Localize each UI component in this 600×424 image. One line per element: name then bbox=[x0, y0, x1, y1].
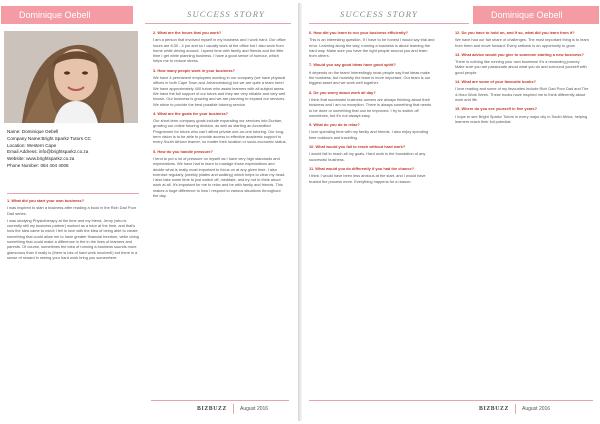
answer-13: There is nothing like running your own business! It's a rewarding journey. Make sure you are passionate about what you do and surround yourself with good people. bbox=[455, 59, 587, 75]
answer-1-para-1: I was inspired to start a business after reading a book in the Rich Dad Poor Dad series. bbox=[7, 205, 137, 216]
header-rule bbox=[145, 23, 291, 24]
answer-2: I am a person that involved myself in my business and I work hard. Our office hours are 8:30 - 4 pm and so I usually work at the office but I also work from home while driving around. I spend time with family and friends and the little time I get while planning business. I have a good sense of humour, which helps me to reduce stress. bbox=[153, 37, 286, 64]
question-6: 6. How did you learn to run your business efficiently? bbox=[309, 30, 409, 35]
name-banner: Dominique Oebell bbox=[473, 6, 599, 24]
question-3: 3. How many people work in your business? bbox=[153, 67, 235, 73]
profile-details bbox=[7, 129, 143, 170]
profile-location: Location: Western Cape bbox=[7, 142, 57, 148]
footer-date: August 2016 bbox=[521, 406, 551, 412]
page-gutter bbox=[298, 3, 302, 421]
profile-company: Company Name:Bright Sparkz Tutors CC bbox=[7, 135, 91, 141]
answer-3: We have 4 permanent employees working in our company (we have physical offices in both Cape Town and Johannesburg) but we are quite a team here! We have approximately 400 tutors who assist learners with all subject areas. We have the full support of our tutors and they are very reliable and very well known. Our business is growing and we are planning to expand our services. We strive to provide the best possible tutoring service. bbox=[153, 75, 286, 107]
question-7: 7. Would you say good ideas have good spirit? bbox=[309, 62, 396, 68]
right-column-1 bbox=[309, 30, 435, 186]
question-4: 4. What are the goals for your business? bbox=[153, 110, 229, 116]
section-header-title: SUCCESS STORY bbox=[340, 9, 418, 19]
footer-brand: BIZBUZZ bbox=[479, 406, 509, 412]
footer-brand: BIZBUZZ bbox=[197, 406, 227, 412]
answer-6: This is an interesting question. If I have to be honest I would say trial and error. Learning along the way, running a business is about learning the hard way. Make sure you have the right people around you and learn from others. bbox=[309, 37, 435, 59]
profile-website: Website: www.brightsparkz.co.za bbox=[7, 156, 75, 162]
profile-email: Email Address: info@brightsparkz.co.za bbox=[7, 149, 89, 155]
question-10: 10. What would you fail to reach without hard work? bbox=[309, 144, 406, 150]
answer-12: We have had our fair share of challenges. The most important thing is to learn from them and move forward. Every setback is an opportunity to grow. bbox=[455, 37, 589, 48]
answer-10: I would fail to reach all my goals. Hard work is the foundation of any successful business. bbox=[309, 151, 426, 162]
footer-rule bbox=[309, 400, 593, 401]
footer-date: August 2016 bbox=[239, 406, 269, 412]
footer-rule bbox=[151, 400, 289, 401]
question-13: 13. What advice would you give to someone starting a new business? bbox=[455, 51, 584, 57]
answer-5: I tend to put a lot of pressure on myself as I have very high standards and expectations. We have had to learn to manage those expectations and decide what is really most important to focus on at any given time. I also exercise regularly (weekly pilates and walking) which helps to clear my head. I also take some time to just switch off, meditate, and try not to think about work at all. It's important for me to relax and be with family and friends. This makes a huge difference to how I respond to various situations throughout the day. bbox=[153, 155, 286, 199]
section-header-title: SUCCESS STORY bbox=[187, 9, 265, 19]
left-column-1 bbox=[7, 191, 139, 262]
question-14: 14. What are some of your favourite books? bbox=[455, 79, 536, 85]
question-11: 11. What would you do differently if you had the chance? bbox=[309, 165, 415, 171]
profile-name: Name: Dominique Oebell bbox=[7, 129, 59, 134]
profile-phone: Phone Number: 084 404 4006 bbox=[7, 162, 69, 168]
header-rule bbox=[309, 23, 469, 24]
footer-separator bbox=[233, 404, 234, 414]
magazine-page-left bbox=[1, 3, 297, 421]
question-12: 12. Do you have to hold on, and if so, what did you learn from it? bbox=[455, 30, 575, 35]
answer-4: Our short-term company goals include expanding our services into Durban, growing our online tutoring division, as well as starting an Accredited Programme for tutors who can't afford private one-on-one tutoring. Our long-term vision is to be able to provide access to effective academic support to every South African learner, no matter their location or socio-economic status. bbox=[153, 118, 287, 145]
footer-separator bbox=[515, 404, 516, 414]
page-footer bbox=[197, 403, 268, 415]
answer-8: I think that successful business owners are always thinking about their business and I am no exception. There is always something that needs to be done or something that can be improved. I try to switch off sometimes, but it's not always easy. bbox=[309, 96, 432, 118]
question-1: 1. What did you start your own business? bbox=[7, 198, 84, 203]
question-9: 9. What do you do to relax? bbox=[309, 122, 360, 128]
profile-photo bbox=[4, 31, 138, 123]
page-footer bbox=[479, 403, 550, 415]
answer-1-para-2: I was studying Physiotherapy at the time and my friend, Jenry (who is currently still my business partner) worked as a tutor at the time, and that's how the idea came to mind! I fell in love with the idea of being able to create something that could allow me to have greater financial freedom, while doing something that could make a difference in the in the lives of learners and parents. Of course, sometimes the idea of running a business sounds more glamorous than it really is (there is lots of hard work involved!) but there is a sense of reward in seeing your hard work bring you somewhere. bbox=[7, 217, 139, 260]
answer-7: It depends on the team! Interestingly most people say that ideas make the business, but honestly the team is more important. Our team is our biggest asset and we work well together. bbox=[309, 69, 431, 86]
magazine-page-right bbox=[303, 3, 599, 421]
question-2: 2. What are the hours that you work? bbox=[153, 30, 222, 35]
question-5: 5. How do you handle pressure? bbox=[153, 148, 213, 154]
answer-9: I love spending time with my family and friends. I also enjoy spending time outdoors and travelling. bbox=[309, 129, 429, 140]
left-column-2 bbox=[153, 30, 287, 200]
answer-11: I think I would have been less anxious at the start, and I would have trusted the process more. Everything happens for a reason. bbox=[309, 173, 426, 184]
answer-15: I hope to see Bright Sparkz Tutors in every major city in South Africa, helping learners reach their full potential. bbox=[455, 113, 588, 124]
answer-14: I love reading and some of my favourites include Rich Dad Poor Dad and The 4-Hour Work Week. These books have inspired me to think differently about work and life. bbox=[455, 86, 589, 102]
question-15: 15. Where do you see yourself in five years? bbox=[455, 106, 537, 112]
right-column-2 bbox=[455, 30, 589, 126]
section-rule bbox=[7, 193, 139, 194]
question-8: 8. Do you worry about work all day? bbox=[309, 89, 376, 95]
name-banner: Dominique Oebell bbox=[1, 6, 133, 24]
